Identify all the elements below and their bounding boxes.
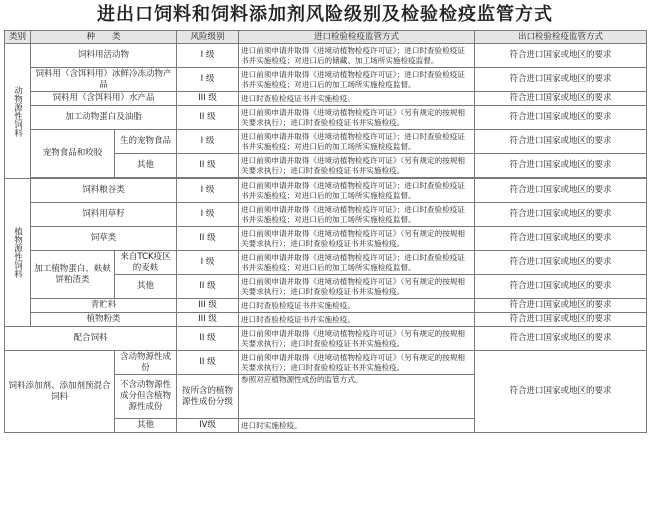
export-cell: 符合进口国家或地区的要求: [475, 106, 647, 130]
export-cell: 符合进口国家或地区的要求: [475, 351, 647, 433]
kind-cell: 饲料粮谷类: [31, 179, 177, 203]
header-import: 进口检验检疫监管方式: [239, 31, 475, 44]
import-cell: 进口前须申请并取得《进境动植物检疫许可证》；进口时查验检疫证书并实施检疫；对进口后的加工场所实施检疫监督。: [239, 179, 475, 203]
import-cell: 参照对应植物源性成份的监管方式。: [239, 375, 475, 419]
subkind-cell: 其他: [115, 275, 177, 299]
import-cell: 进口前须申请并取得《进境动植物检疫许可证》（另有规定的按规相关要求执行）；进口时查验检疫证书并实施检疫。: [239, 106, 475, 130]
kind-cell: 饲料用（含饵料用）水产品: [31, 92, 177, 106]
table-row: [5, 251, 647, 275]
kind-cell: 植物粉类: [31, 313, 177, 327]
import-cell: 进口前须申请并取得《进境动植物检疫许可证》；进口时查验检疫证书并实施检疫；对进口后的加工场所实施检疫监督。: [239, 130, 475, 154]
import-cell: 进口时查验检疫证书并实施检疫。: [239, 92, 475, 106]
risk-cell: 按所含的植物源性成份分级: [177, 375, 239, 419]
risk-cell: IV级: [177, 419, 239, 433]
kind-cell: 青贮料: [31, 299, 177, 313]
export-cell: 符合进口国家或地区的要求: [475, 313, 647, 327]
kind-cell: 宠物食品和咬胶: [31, 130, 115, 178]
risk-level-table: [4, 30, 647, 433]
table-row: [5, 130, 647, 154]
risk-cell: II 级: [177, 275, 239, 299]
risk-cell: I 级: [177, 203, 239, 227]
import-cell: 进口前须申请并取得《进境动植物检疫许可证》（另有规定的按规相关要求执行）；进口时查验检疫证书并实施检疫。: [239, 351, 475, 375]
header-risk: 风险级别: [177, 31, 239, 44]
risk-cell: I 级: [177, 68, 239, 92]
table-row: [5, 68, 647, 92]
risk-cell: I 级: [177, 179, 239, 203]
risk-cell: I 级: [177, 44, 239, 68]
export-cell: 符合进口国家或地区的要求: [475, 251, 647, 275]
table-row: [5, 351, 647, 375]
table-row: [5, 327, 647, 351]
kind-cell: 饲料用活动物: [31, 44, 177, 68]
subkind-cell: 生的宠物食品: [115, 130, 177, 154]
header-export: 出口检验检疫监管方式: [475, 31, 647, 44]
import-cell: 进口时实施检疫。: [239, 419, 475, 433]
page-title: 进出口饲料和饲料添加剂风险级别及检验检疫监管方式: [97, 4, 553, 25]
import-cell: 进口前须申请并取得《进境动植物检疫许可证》（另有规定的按规相关要求执行）；进口时查验检疫证书并实施检疫。: [239, 154, 475, 178]
kind-cell: 加工植物蛋白、麸麸饼粕渣类: [31, 251, 115, 299]
table-row: [5, 227, 647, 251]
risk-cell: I 级: [177, 251, 239, 275]
export-cell: 符合进口国家或地区的要求: [475, 130, 647, 154]
import-cell: 进口前须申请并取得《进境动植物检疫许可证》；进口时查验检疫证书并实施检疫；对进口后的加工场所实施检疫监督。: [239, 68, 475, 92]
export-cell: 符合进口国家或地区的要求: [475, 203, 647, 227]
kind-cell: 饲草类: [31, 227, 177, 251]
export-cell: 符合进口国家或地区的要求: [475, 227, 647, 251]
risk-cell: II 级: [177, 327, 239, 351]
header-category: 类别: [5, 31, 31, 44]
subkind-cell: 其他: [115, 419, 177, 433]
header-kind: 种 类: [31, 31, 177, 44]
subkind-cell: 不含动物源性成分但含植物源性成份: [115, 375, 177, 419]
export-cell: 符合进口国家或地区的要求: [475, 44, 647, 68]
import-cell: 进口时查验检疫证书并实施检疫。: [239, 313, 475, 327]
export-cell: 符合进口国家或地区的要求: [475, 68, 647, 92]
import-cell: 进口前须申请并取得《进境动植物检疫许可证》；进口时查验检疫证书并实施检疫；对进口后的加工场所实施检疫监督。: [239, 203, 475, 227]
kind-cell: 饲料用（含饵料用）冰鲜冷冻动物产品: [31, 68, 177, 92]
export-cell: 符合进口国家或地区的要求: [475, 179, 647, 203]
kind-cell: 加工动物蛋白及油脂: [31, 106, 177, 130]
subkind-cell: 来自TCK疫区的麦麸: [115, 251, 177, 275]
table-row: [5, 313, 647, 327]
export-cell: 符合进口国家或地区的要求: [475, 275, 647, 299]
category-animal: 动物源性饲料: [5, 44, 31, 179]
table-row: [5, 299, 647, 313]
subkind-cell: 含动物源性成份: [115, 351, 177, 375]
table-row: [5, 106, 647, 130]
import-cell: 进口前须申请并取得《进境动植物检疫许可证》；进口时查验检疫证书并实施检疫；对进口后的加工场所实施检疫监督。: [239, 251, 475, 275]
kind-cell: 配合饲料: [5, 327, 177, 351]
risk-cell: II 级: [177, 227, 239, 251]
table-row: [5, 44, 647, 68]
import-cell: 进口前须申请并取得《进境动植物检疫许可证》；进口时查验检疫证书并实施检疫；对进口后的储藏、加工场所实施检疫监督。: [239, 44, 475, 68]
risk-cell: II 级: [177, 154, 239, 178]
risk-cell: III 级: [177, 313, 239, 327]
export-cell: 符合进口国家或地区的要求: [475, 92, 647, 106]
import-cell: 进口前须申请并取得《进境动植物检疫许可证》（另有规定的按规相关要求执行）；进口时查验检疫证书并实施检疫。: [239, 275, 475, 299]
kind-cell: 饲料添加剂、添加剂预混合饲料: [5, 351, 115, 433]
risk-cell: III 级: [177, 299, 239, 313]
export-cell: 符合进口国家或地区的要求: [475, 154, 647, 178]
table-header-row: [5, 31, 647, 44]
kind-cell: 饲料用草籽: [31, 203, 177, 227]
import-cell: 进口前须申请并取得《进境动植物检疫许可证》（另有规定的按规相关要求执行）；进口时查验检疫证书并实施检疫。: [239, 327, 475, 351]
export-cell: 符合进口国家或地区的要求: [475, 299, 647, 313]
table-row: [5, 179, 647, 203]
category-plant: 植物源性饲料: [5, 179, 31, 327]
table-row: [5, 203, 647, 227]
export-cell: 符合进口国家或地区的要求: [475, 327, 647, 351]
risk-cell: III 级: [177, 92, 239, 106]
import-cell: 进口时查验检疫证书并实施检疫。: [239, 299, 475, 313]
table-row: [5, 92, 647, 106]
risk-cell: II 级: [177, 351, 239, 375]
risk-cell: II 级: [177, 106, 239, 130]
import-cell: 进口前须申请并取得《进境动植物检疫许可证》（另有规定的按规相关要求执行）；进口时查验检疫证书并实施检疫。: [239, 227, 475, 251]
risk-cell: I 级: [177, 130, 239, 154]
subkind-cell: 其他: [115, 154, 177, 178]
